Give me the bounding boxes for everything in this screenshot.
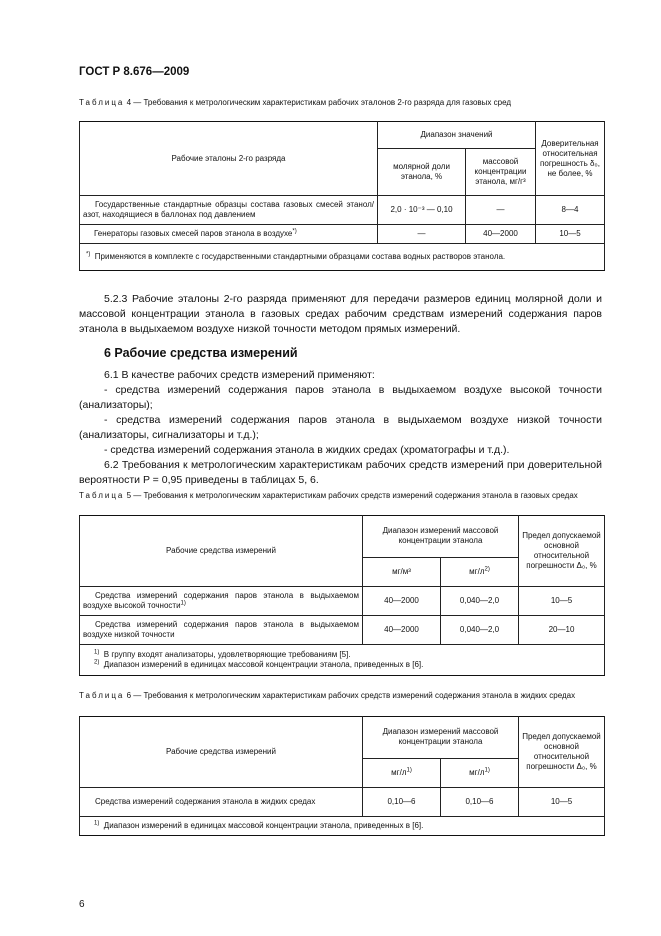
- table5-footnotes: [80, 645, 605, 676]
- paragraph-6-2: 6.2 Требования к метрологическим характеристикам рабочих средств измерений при доверительной вероятности P = 0,95 приведены в таблицах 5, 6.: [79, 459, 602, 486]
- paragraph-6-1: 6.1 В качестве рабочих средств измерений применяют:: [104, 369, 375, 381]
- table5-col-range: Диапазон измерений массовой концентрации этанола: [363, 516, 519, 558]
- table4-caption: [79, 98, 599, 108]
- table5-row1-name-cell: [80, 587, 363, 616]
- page-number: 6: [79, 899, 85, 910]
- table5-fn1-text: В группу входят анализаторы, удовлетворяющие требованиям [5].: [103, 650, 351, 659]
- document-header: ГОСТ Р 8.676—2009: [79, 66, 190, 78]
- table5-row2-error: 20—10: [519, 616, 605, 645]
- table4-col-range: Диапазон значений: [378, 122, 536, 149]
- table5-footnote-2: [94, 660, 601, 670]
- table5-col-mgl: мг/л: [469, 566, 485, 576]
- table6-col-mgl-1: мг/л: [391, 767, 407, 777]
- table6-row1-error: 10—5: [519, 788, 605, 817]
- table4-col-mass: массовой концентрации этанола, мг/г³: [466, 149, 536, 196]
- table6-row1-c2: 0,10—6: [441, 788, 519, 817]
- table4-caption-word: Таблица: [79, 98, 125, 107]
- table4-footnote: Применяются в комплекте с государственными стандартными образцами состава водных растворов этанола.: [94, 252, 506, 261]
- table4-row1-error: 8—4: [536, 196, 605, 225]
- table4-footnote-cell: [80, 244, 605, 271]
- section-6-title: 6 Рабочие средства измерений: [104, 346, 298, 360]
- table5-col-mgm3: мг/м³: [363, 557, 441, 586]
- table4-col-error: Доверительная относительная погрешность δ₀, не более, %: [536, 122, 605, 196]
- table4-row1-mass: —: [466, 196, 536, 225]
- table5-fn1-mark: 1): [94, 649, 100, 656]
- table5-row2-name: Средства измерений содержания паров этанола в выдыхаемом воздухе низкой точности: [80, 616, 363, 645]
- table6-col-mgl-2-cell: [441, 758, 519, 787]
- table5-fn2-text: Диапазон измерений в единицах массовой концентрации этанола, приведенных в [6].: [103, 660, 424, 669]
- table5-row1-name: Средства измерений содержания паров этанола в выдыхаемом воздухе высокой точности: [83, 591, 359, 610]
- table6-caption-text: 6 — Требования к метрологическим характеристикам рабочих средств измерений содержания этанола в жидких средах: [124, 691, 576, 700]
- table5: [79, 515, 605, 676]
- table5-caption-word: Таблица: [79, 491, 125, 500]
- table6-col-mgl-2-sup: 1): [484, 767, 490, 774]
- table5-row1-mgm3: 40—2000: [363, 587, 441, 616]
- table5-col-mgl-cell: [441, 557, 519, 586]
- table5-row2-mgm3: 40—2000: [363, 616, 441, 645]
- bullet-1: - средства измерений содержания паров этанола в выдыхаемом воздухе высокой точности (анализаторы);: [79, 384, 602, 411]
- table6-footnote: [80, 817, 605, 836]
- table6: [79, 716, 605, 836]
- table5-row1-sup: 1): [180, 600, 186, 607]
- bullet-3: - средства измерений содержания этанола в жидких средах (хроматографы и т.д.).: [104, 444, 510, 456]
- table5-fn2-mark: 2): [94, 659, 100, 666]
- table6-col-range: Диапазон измерений массовой концентрации этанола: [363, 717, 519, 759]
- table4: [79, 121, 605, 271]
- table6-col-mgl-2: мг/л: [469, 767, 485, 777]
- table6-fn1-text: Диапазон измерений в единицах массовой концентрации этанола, приведенных в [6].: [103, 821, 424, 830]
- table6-row1-name: Средства измерений содержания этанола в жидких средах: [80, 788, 363, 817]
- table5-col-name: Рабочие средства измерений: [80, 516, 363, 587]
- table4-row2-name: Генераторы газовых смесей паров этанола в воздухе: [94, 229, 293, 238]
- table6-col-error: Предел допускаемой основной относительной погрешности Δ₀, %: [519, 717, 605, 788]
- table4-row1-molar: 2,0 · 10⁻³ — 0,10: [378, 196, 466, 225]
- table6-caption: [79, 691, 599, 701]
- table5-col-mgl-sup: 2): [484, 566, 490, 573]
- table4-col-name: Рабочие эталоны 2-го разряда: [80, 122, 378, 196]
- table4-row2-molar: —: [378, 225, 466, 244]
- table6-col-mgl-1-sup: 1): [406, 767, 412, 774]
- table5-footnote-1: [94, 650, 601, 660]
- table4-row2-name-cell: [80, 225, 378, 244]
- table5-row2-mgl: 0,040—2,0: [441, 616, 519, 645]
- table4-row2-error: 10—5: [536, 225, 605, 244]
- table6-fn1-mark: 1): [94, 820, 100, 827]
- table6-row1-c1: 0,10—6: [363, 788, 441, 817]
- table4-row2-sup: *): [292, 228, 297, 235]
- table4-row2-mass: 40—2000: [466, 225, 536, 244]
- table5-row1-mgl: 0,040—2,0: [441, 587, 519, 616]
- table4-footnote-mark: *): [86, 251, 91, 258]
- table4-col-molar: молярной доли этанола, %: [378, 149, 466, 196]
- table6-caption-word: Таблица: [79, 691, 125, 700]
- table5-row1-error: 10—5: [519, 587, 605, 616]
- table4-caption-text: 4 — Требования к метрологическим характеристикам рабочих эталонов 2-го разряда для газовых сред: [124, 98, 512, 107]
- table5-caption-text: 5 — Требования к метрологическим характеристикам рабочих средств измерений содержания этанола в газовых средах: [124, 491, 578, 500]
- table4-row1-name: Государственные стандартные образцы состава газовых смесей этанол/азот, находящиеся в баллонах под давлением: [80, 196, 378, 225]
- table6-col-name: Рабочие средства измерений: [80, 717, 363, 788]
- paragraph-5-2-3: 5.2.3 Рабочие эталоны 2-го разряда применяют для передачи размеров единиц молярной доли и массовой концентрации этанола в газовых средах рабочим средствам измерений содержания паров этанола в выдыхаемом воздухе низкой точности методом прямых измерений.: [79, 293, 602, 335]
- bullet-2: - средства измерений содержания паров этанола в выдыхаемом воздухе низкой точности (анализаторы, сигнализаторы и т.д.);: [79, 414, 602, 441]
- table5-col-error: Предел допускаемой основной относительной погрешности Δ₀, %: [519, 516, 605, 587]
- table5-caption: [79, 491, 599, 501]
- table6-col-mgl-1-cell: [363, 758, 441, 787]
